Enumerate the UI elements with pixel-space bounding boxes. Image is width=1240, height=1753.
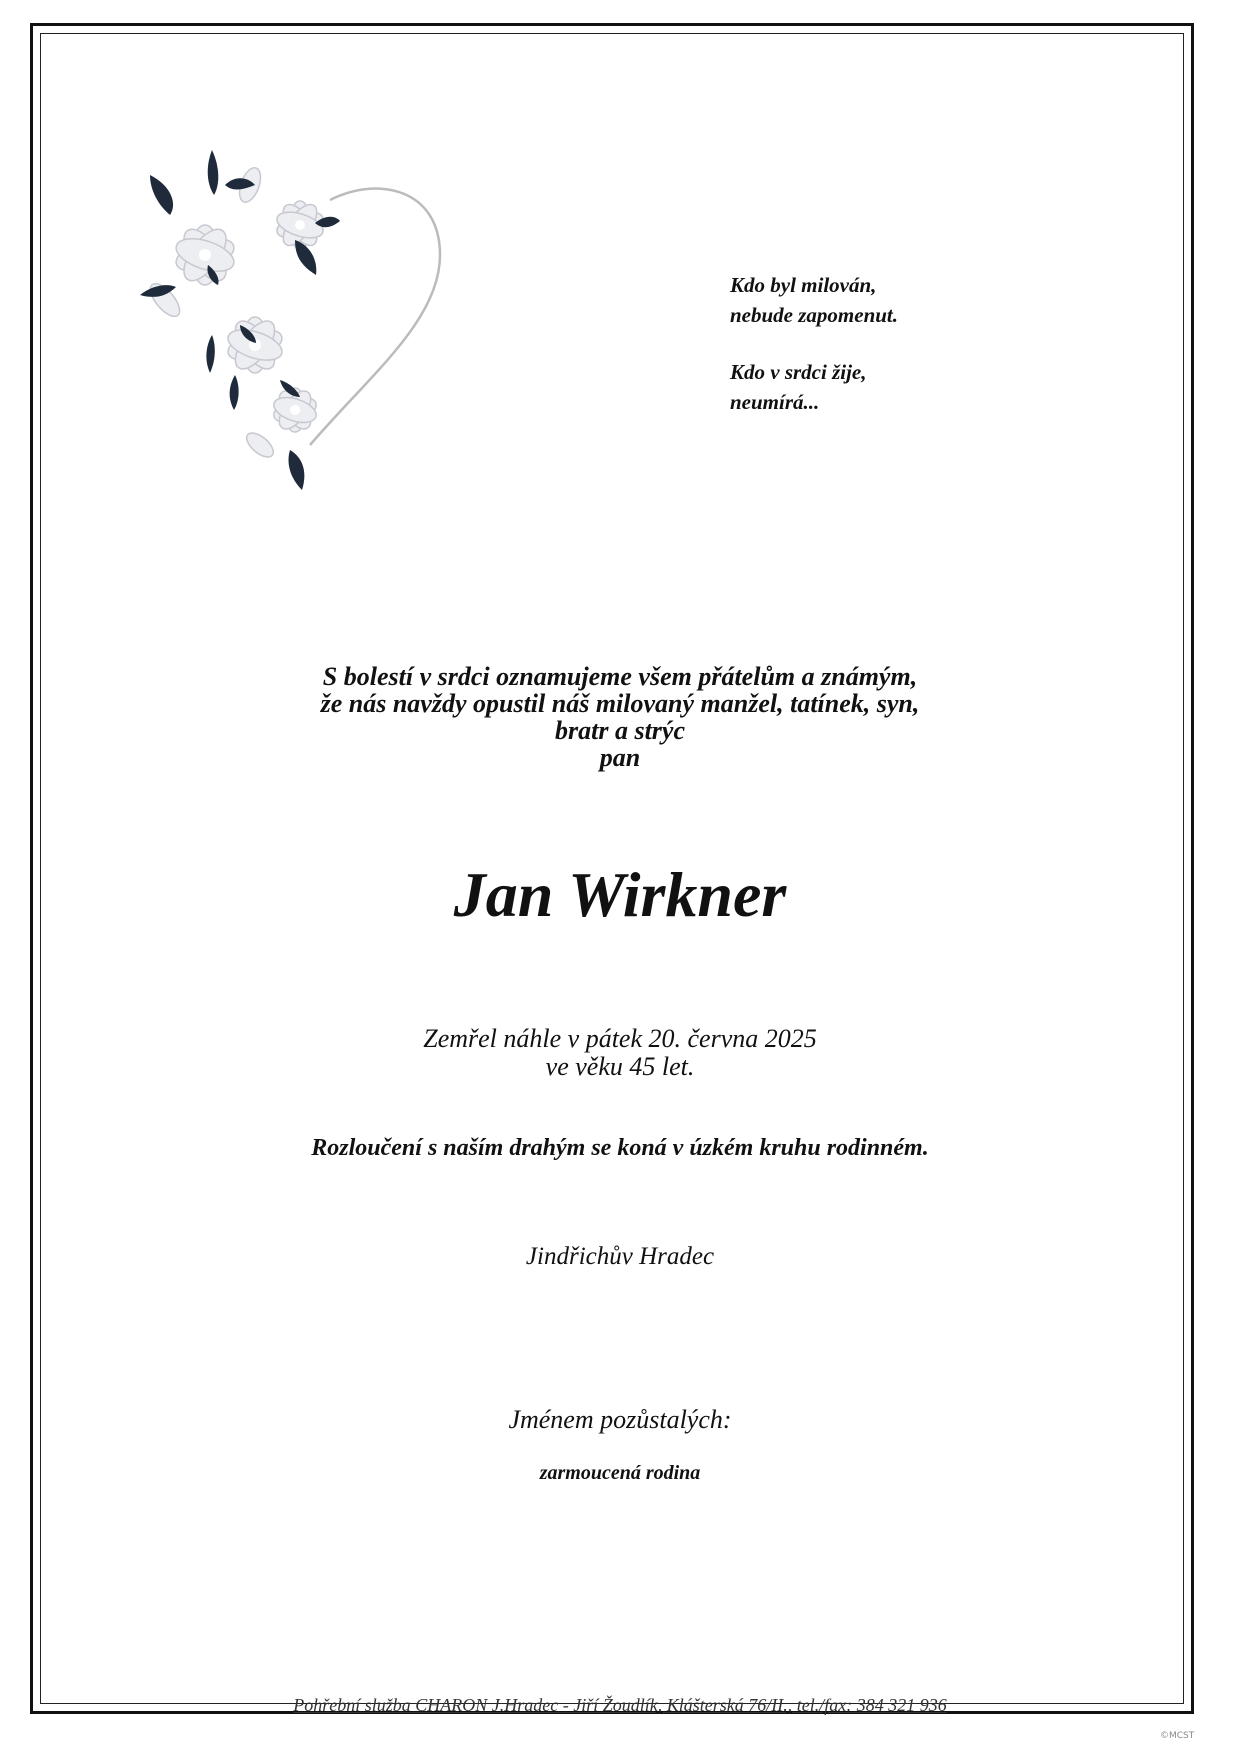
announcement-line: bratr a strýc bbox=[555, 716, 685, 745]
funeral-service-footer: Pohřební služba CHARON J.Hradec - Jiří Žoudlík, Klášterská 76/II., tel./fax: 384 321 936 bbox=[293, 1695, 947, 1715]
announcement-line: S bolestí v srdci oznamujeme všem přátelům a známým, bbox=[322, 662, 918, 691]
heart-flowers-icon bbox=[140, 145, 500, 510]
announcement-line: pan bbox=[599, 743, 641, 772]
death-age: ve věku 45 let. bbox=[545, 1052, 695, 1081]
farewell-notice: Rozloučení s naším drahým se koná v úzkém kruhu rodinném. bbox=[311, 1135, 929, 1161]
place-name: Jindřichův Hradec bbox=[525, 1243, 715, 1270]
deceased-name: Jan Wirkner bbox=[453, 859, 787, 930]
motto-line: Kdo byl milován, bbox=[730, 273, 877, 297]
signers-label: Jménem pozůstalých: bbox=[508, 1405, 732, 1434]
motto-line: Kdo v srdci žije, bbox=[730, 360, 867, 384]
motto-line: neumírá... bbox=[730, 390, 820, 414]
announcement-line: že nás navždy opustil náš milovaný manžel, tatínek, syn, bbox=[320, 689, 920, 718]
motto-line: nebude zapomenut. bbox=[730, 303, 899, 327]
death-date: Zemřel náhle v pátek 20. června 2025 bbox=[423, 1024, 817, 1053]
signers-family: zarmoucená rodina bbox=[539, 1462, 701, 1484]
watermark: ©MCST bbox=[1160, 1731, 1195, 1741]
